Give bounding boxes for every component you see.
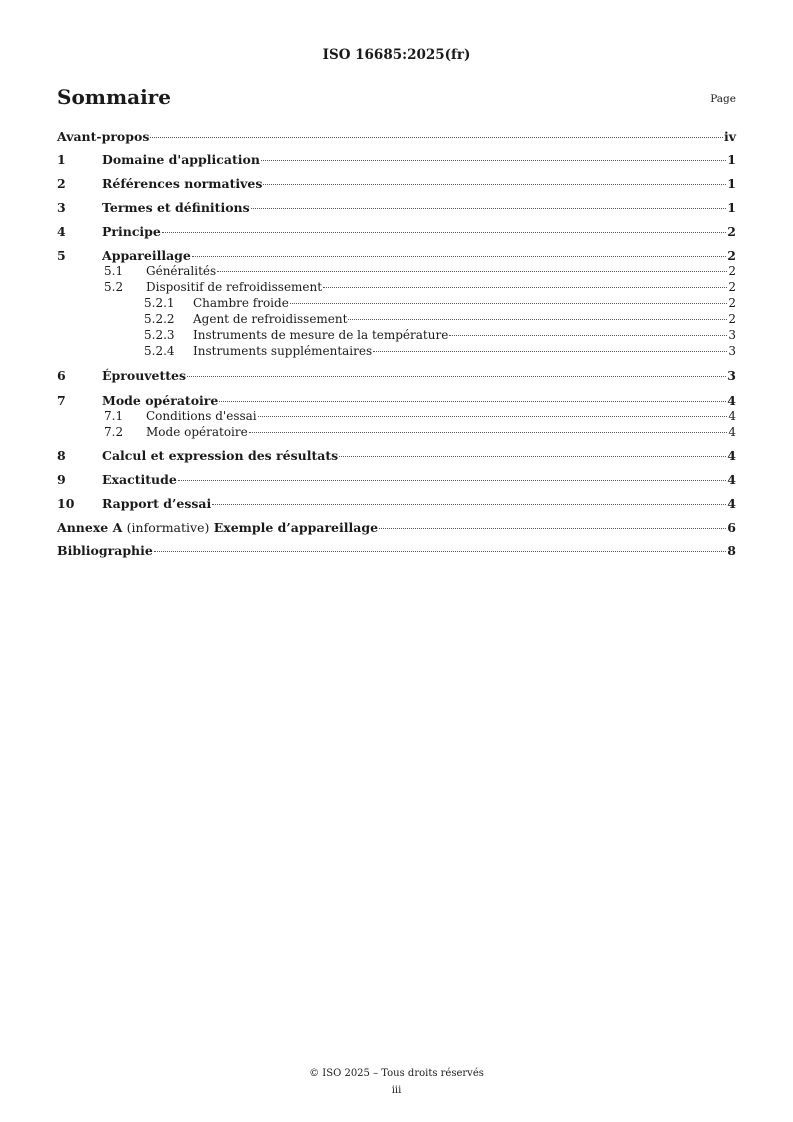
toc-entry-page: 4	[727, 448, 736, 463]
toc-entry-page: 2	[728, 312, 736, 326]
toc-entry-5-2-1[interactable]	[57, 297, 736, 309]
toc-entry-9[interactable]	[57, 472, 736, 488]
toc-entry-title: Exactitude	[102, 472, 177, 487]
toc-entry-page: 2	[728, 264, 736, 278]
toc-entry-8[interactable]	[57, 448, 736, 464]
dot-leader	[150, 137, 723, 138]
toc-entry-bibliographie[interactable]	[57, 543, 736, 559]
dot-leader	[373, 351, 727, 352]
toc-entry-1[interactable]	[57, 152, 736, 168]
dot-leader	[212, 504, 726, 505]
page-column-label: Page	[710, 93, 736, 105]
toc-entry-title: Dispositif de refroidissement	[146, 280, 323, 294]
dot-leader	[219, 401, 726, 402]
dot-leader	[187, 376, 726, 377]
toc-entry-avant-propos[interactable]	[57, 129, 736, 145]
toc-entry-title: Calcul et expression des résultats	[102, 448, 339, 463]
toc-entry-number: 7.2	[104, 425, 124, 439]
annex-label: Annexe A	[57, 520, 123, 535]
annex-type: (informative)	[126, 520, 210, 535]
toc-entry-number: 5.2	[104, 280, 124, 294]
toc-entry-number: 8	[57, 448, 66, 463]
toc-entry-page: 3	[727, 368, 736, 383]
toc-entry-number: 7	[57, 393, 66, 408]
toc-entry-number: 1	[57, 152, 66, 167]
toc-entry-page: 4	[727, 496, 736, 511]
toc-entry-5-2-4[interactable]	[57, 345, 736, 357]
toc-entry-7[interactable]	[57, 393, 736, 409]
toc-entry-title: Domaine d'application	[102, 152, 260, 167]
toc-entry-number: 9	[57, 472, 66, 487]
toc-entry-number: 2	[57, 176, 66, 191]
toc-entry-page: 2	[727, 248, 736, 263]
toc-entry-page: 4	[727, 393, 736, 408]
toc-entry-number: 5.2.3	[144, 328, 175, 342]
toc-entry-10[interactable]	[57, 496, 736, 512]
toc-entry-number: 6	[57, 368, 66, 383]
toc-entry-title: Instruments supplémentaires	[193, 344, 373, 358]
toc-entry-number: 7.1	[104, 409, 124, 423]
toc-entry-title: Mode opératoire	[102, 393, 219, 408]
dot-leader	[339, 456, 726, 457]
toc-entry-5[interactable]	[57, 248, 736, 264]
toc-entry-7-1[interactable]	[57, 410, 736, 422]
toc-entry-page: 1	[727, 176, 736, 191]
toc-entry-5-2[interactable]	[57, 281, 736, 293]
toc-entry-annexe-a[interactable]	[57, 520, 736, 536]
dot-leader	[192, 256, 726, 257]
toc-entry-6[interactable]	[57, 368, 736, 384]
toc-entry-page: 2	[728, 280, 736, 294]
footer-page-number: iii	[391, 1085, 402, 1096]
toc-entry-number: 5.1	[104, 264, 124, 278]
toc-entry-title: Appareillage	[102, 248, 191, 263]
dot-leader	[261, 160, 726, 161]
dot-leader	[290, 303, 728, 304]
toc-entry-7-2[interactable]	[57, 426, 736, 438]
dot-leader	[449, 335, 727, 336]
toc-entry-page: 8	[727, 543, 736, 558]
dot-leader	[251, 208, 727, 209]
toc-entry-number: 3	[57, 200, 66, 215]
toc-entry-page: 4	[728, 425, 736, 439]
toc-entry-title: Conditions d'essai	[146, 409, 257, 423]
toc-entry-5-1[interactable]	[57, 265, 736, 277]
toc-entry-page: 3	[728, 328, 736, 342]
toc-heading: Sommaire	[57, 85, 171, 109]
toc-entry-page: 1	[727, 200, 736, 215]
document-header-title: ISO 16685:2025(fr)	[322, 47, 471, 63]
toc-entry-number: 10	[57, 496, 75, 511]
toc-entry-page: 2	[727, 224, 736, 239]
toc-entry-title: Instruments de mesure de la température	[193, 328, 449, 342]
toc-entry-title: Références normatives	[102, 176, 263, 191]
dot-leader	[249, 432, 728, 433]
toc-entry-page: 4	[728, 409, 736, 423]
toc-entry-page: 4	[727, 472, 736, 487]
dot-leader	[258, 416, 728, 417]
toc-entry-title: Agent de refroidissement	[193, 312, 348, 326]
dot-leader	[323, 287, 727, 288]
toc-entry-2[interactable]	[57, 176, 736, 192]
toc-entry-title	[57, 520, 378, 536]
toc-entry-title: Principe	[102, 224, 161, 239]
toc-entry-title: Rapport d’essai	[102, 496, 212, 511]
dot-leader	[379, 528, 726, 529]
toc-entry-4[interactable]	[57, 224, 736, 240]
toc-entry-page: 3	[728, 344, 736, 358]
toc-entry-5-2-2[interactable]	[57, 313, 736, 325]
toc-entry-page: iv	[723, 129, 736, 144]
toc-entry-title: Éprouvettes	[102, 368, 187, 383]
toc-entry-5-2-3[interactable]	[57, 329, 736, 341]
dot-leader	[162, 232, 726, 233]
toc-entry-title: Généralités	[146, 264, 217, 278]
toc-entry-page: 2	[728, 296, 736, 310]
toc-entry-number: 5.2.1	[144, 296, 175, 310]
dot-leader	[178, 480, 727, 481]
toc-entry-title: Avant-propos	[57, 129, 150, 144]
toc-entry-number: 5	[57, 248, 66, 263]
dot-leader	[348, 319, 727, 320]
toc-entry-page: 1	[727, 152, 736, 167]
toc-entry-title: Bibliographie	[57, 543, 153, 558]
toc-entry-number: 5.2.2	[144, 312, 175, 326]
toc-entry-page: 6	[727, 520, 736, 535]
toc-entry-number: 4	[57, 224, 66, 239]
dot-leader	[154, 551, 726, 552]
annex-title: Exemple d’appareillage	[213, 520, 379, 535]
toc-entry-number: 5.2.4	[144, 344, 175, 358]
dot-leader	[217, 271, 727, 272]
toc-entry-title: Mode opératoire	[146, 425, 248, 439]
toc-entry-3[interactable]	[57, 200, 736, 216]
footer-copyright: © ISO 2025 – Tous droits réservés	[309, 1068, 484, 1079]
dot-leader	[263, 184, 726, 185]
toc-entry-title: Termes et définitions	[102, 200, 250, 215]
toc-entry-title: Chambre froide	[193, 296, 289, 310]
